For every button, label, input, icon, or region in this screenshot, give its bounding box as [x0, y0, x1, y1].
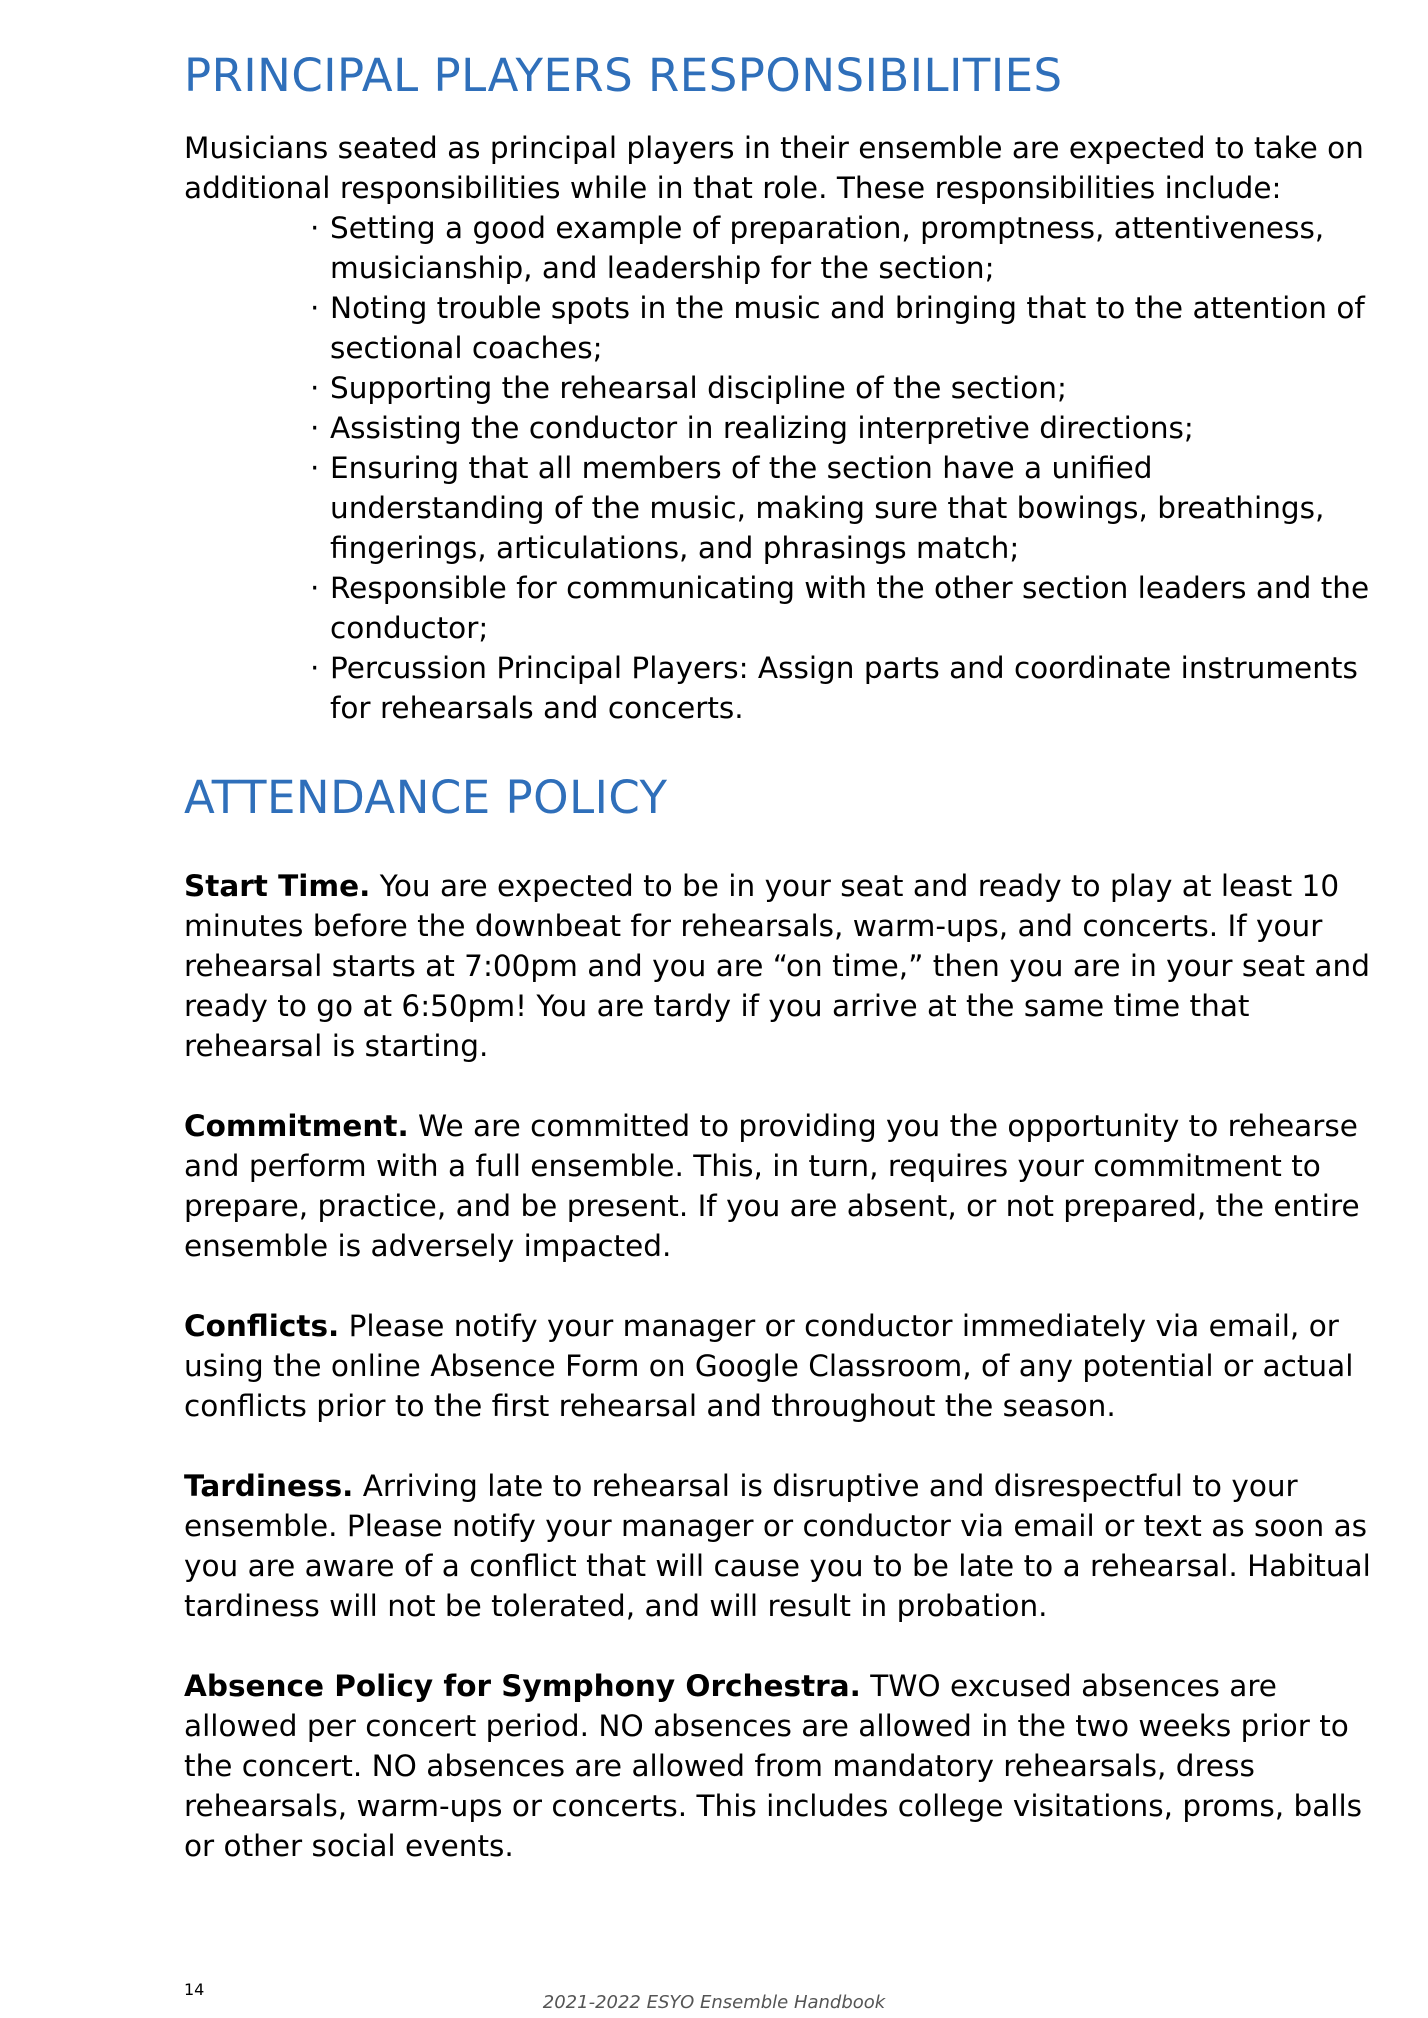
- list-item: [310, 288, 1374, 368]
- list-item: [310, 208, 1374, 288]
- list-item-text: Percussion Principal Players: Assign parts and coordinate instruments for rehearsals and concerts.: [330, 651, 1358, 725]
- list-item: [310, 448, 1374, 568]
- policy-conflicts: [184, 1306, 1374, 1426]
- policy-term: Commitment.: [184, 1109, 409, 1143]
- principal-heading: PRINCIPAL PLAYERS RESPONSIBILITIES: [184, 49, 1063, 102]
- list-item-text: Noting trouble spots in the music and bringing that to the attention of sectional coaches;: [330, 291, 1365, 365]
- bullet-icon: ·: [310, 571, 320, 605]
- bullet-icon: ·: [310, 371, 320, 405]
- list-item-text: Assisting the conductor in realizing interpretive directions;: [330, 411, 1194, 445]
- footer-title: 2021-2022 ESYO Ensemble Handbook: [542, 1992, 886, 2013]
- list-item: [310, 408, 1374, 448]
- list-item: [310, 648, 1374, 728]
- attendance-heading: ATTENDANCE POLICY: [184, 771, 668, 824]
- policy-text: Arriving late to rehearsal is disruptive and disrespectful to your ensemble. Please notify your manager or conductor via email or text as soon as you are aware of a conflict that will cause you to be late to a rehearsal. Habitual tardiness will not be tolerated, and will result in probation.: [184, 1469, 1371, 1623]
- policy-commitment: [184, 1106, 1374, 1266]
- bullet-icon: ·: [310, 651, 320, 685]
- policy-text: TWO excused absences are allowed per concert period. NO absences are allowed in the two weeks prior to the concert. NO absences are allowed from mandatory rehearsals, dress rehearsals, warm-ups or concerts. This includes college visitations, proms, balls or other social events.: [184, 1669, 1363, 1863]
- list-item-text: Setting a good example of preparation, promptness, attentiveness, musicianship, and leadership for the section;: [330, 211, 1325, 285]
- list-item-text: Responsible for communicating with the other section leaders and the conductor;: [330, 571, 1370, 645]
- policy-term: Tardiness.: [184, 1469, 354, 1503]
- page-number: 14: [184, 1980, 205, 1999]
- policy-tardiness: [184, 1466, 1374, 1626]
- list-item: [310, 568, 1374, 648]
- bullet-icon: ·: [310, 291, 320, 325]
- policy-term: Start Time.: [184, 869, 371, 903]
- policy-text: We are committed to providing you the opportunity to rehearse and perform with a full ensemble. This, in turn, requires your commitment to prepare, practice, and be present. If you are absent, or not prepared, the entire ensemble is adversely impacted.: [184, 1109, 1360, 1263]
- bullet-icon: ·: [310, 211, 320, 245]
- list-item-text: Ensuring that all members of the section have a unified understanding of the music, making sure that bowings, breathings, fingerings, articulations, and phrasings match;: [330, 451, 1325, 565]
- principal-intro: Musicians seated as principal players in their ensemble are expected to take on additional responsibilities while in that role. These responsibilities include:: [184, 131, 1364, 205]
- policy-term: Absence Policy for Symphony Orchestra.: [184, 1669, 861, 1703]
- policy-start-time: [184, 866, 1374, 1066]
- policy-text: Please notify your manager or conductor immediately via email, or using the online Absence Form on Google Classroom, of any potential or actual conflicts prior to the first rehearsal and throughout the season.: [184, 1309, 1354, 1423]
- list-item-text: Supporting the rehearsal discipline of the section;: [330, 371, 1067, 405]
- policy-absence-symphony: [184, 1666, 1374, 1866]
- policy-term: Conflicts.: [184, 1309, 340, 1343]
- bullet-icon: ·: [310, 411, 320, 445]
- list-item: [310, 368, 1374, 408]
- bullet-icon: ·: [310, 451, 320, 485]
- page-content: [184, 48, 1374, 1866]
- responsibilities-list: [184, 208, 1374, 728]
- policy-text: You are expected to be in your seat and ready to play at least 10 minutes before the downbeat for rehearsals, warm-ups, and concerts. If your rehearsal starts at 7:00pm and you are “on time,” then you are in your seat and ready to go at 6:50pm! You are tardy if you arrive at the same time that rehearsal is starting.: [184, 869, 1370, 1063]
